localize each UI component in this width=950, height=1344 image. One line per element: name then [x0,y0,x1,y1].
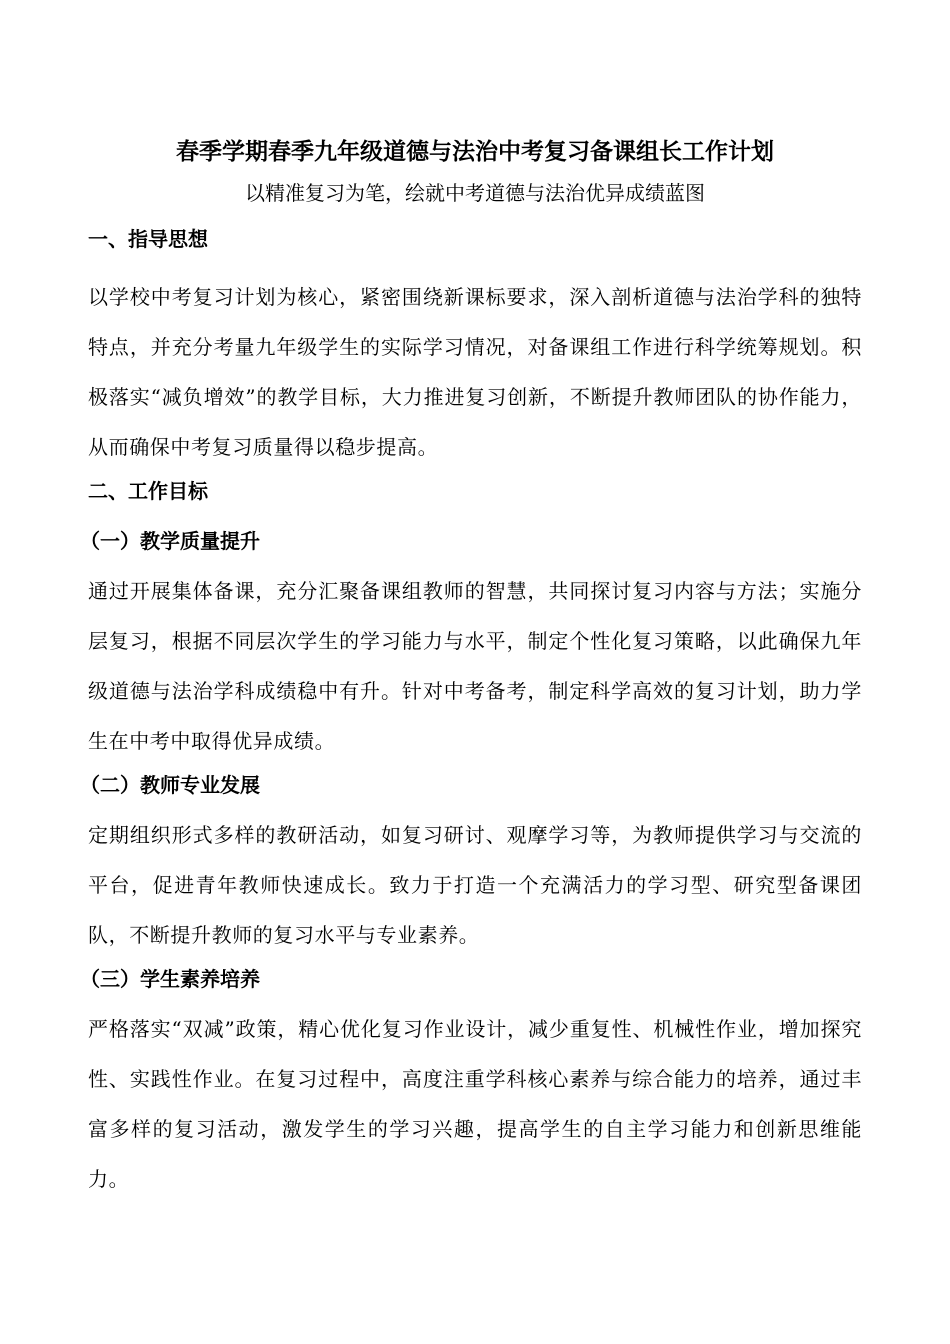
section-heading: 二、工作目标 [88,479,208,503]
document-title: 春季学期春季九年级道德与法治中考复习备课组长工作计划 [176,138,774,165]
section-paragraph: 以学校中考复习计划为核心，紧密围绕新课标要求，深入剖析道德与法治学科的独特特点，并充分考量九年级学生的实际学习情况，对备课组工作进行科学统筹规划。积极落实“减负增效”的教学目标，大力推进复习创新，不断提升教师团队的协作能力，从而确保中考复习质量得以稳步提高。 [88,285,862,459]
document-subtitle: 以精准复习为笔，绘就中考道德与法治优异成绩蓝图 [245,181,705,205]
document-page [80,132,862,1206]
subsection-student-literacy [80,962,862,1204]
subsection-teaching-quality [80,524,862,766]
subsection-heading: （三）学生素养培养 [80,967,260,991]
section-heading: 一、指导思想 [88,227,208,251]
subsection-heading: （一）教学质量提升 [80,529,260,553]
section-guiding-ideology [88,222,862,472]
subsection-paragraph: 严格落实“双减”政策，精心优化复习作业设计，减少重复性、机械性作业，增加探究性、实践性作业。在复习过程中，高度注重学科核心素养与综合能力的培养，通过丰富多样的复习活动，激发学生的学习兴趣，提高学生的自主学习能力和创新思维能力。 [88,1017,862,1191]
subsection-teacher-development [80,768,862,960]
section-work-goals [80,474,862,1204]
subsection-heading: （二）教师专业发展 [80,773,260,797]
subsection-paragraph: 定期组织形式多样的教研活动，如复习研讨、观摩学习等，为教师提供学习与交流的平台，促进青年教师快速成长。致力于打造一个充满活力的学习型、研究型备课团队，不断提升教师的复习水平与专业素养。 [88,823,862,947]
subsection-paragraph: 通过开展集体备课，充分汇聚备课组教师的智慧，共同探讨复习内容与方法；实施分层复习，根据不同层次学生的学习能力与水平，制定个性化复习策略，以此确保九年级道德与法治学科成绩稳中有升。针对中考备考，制定科学高效的复习计划，助力学生在中考中取得优异成绩。 [88,579,862,753]
